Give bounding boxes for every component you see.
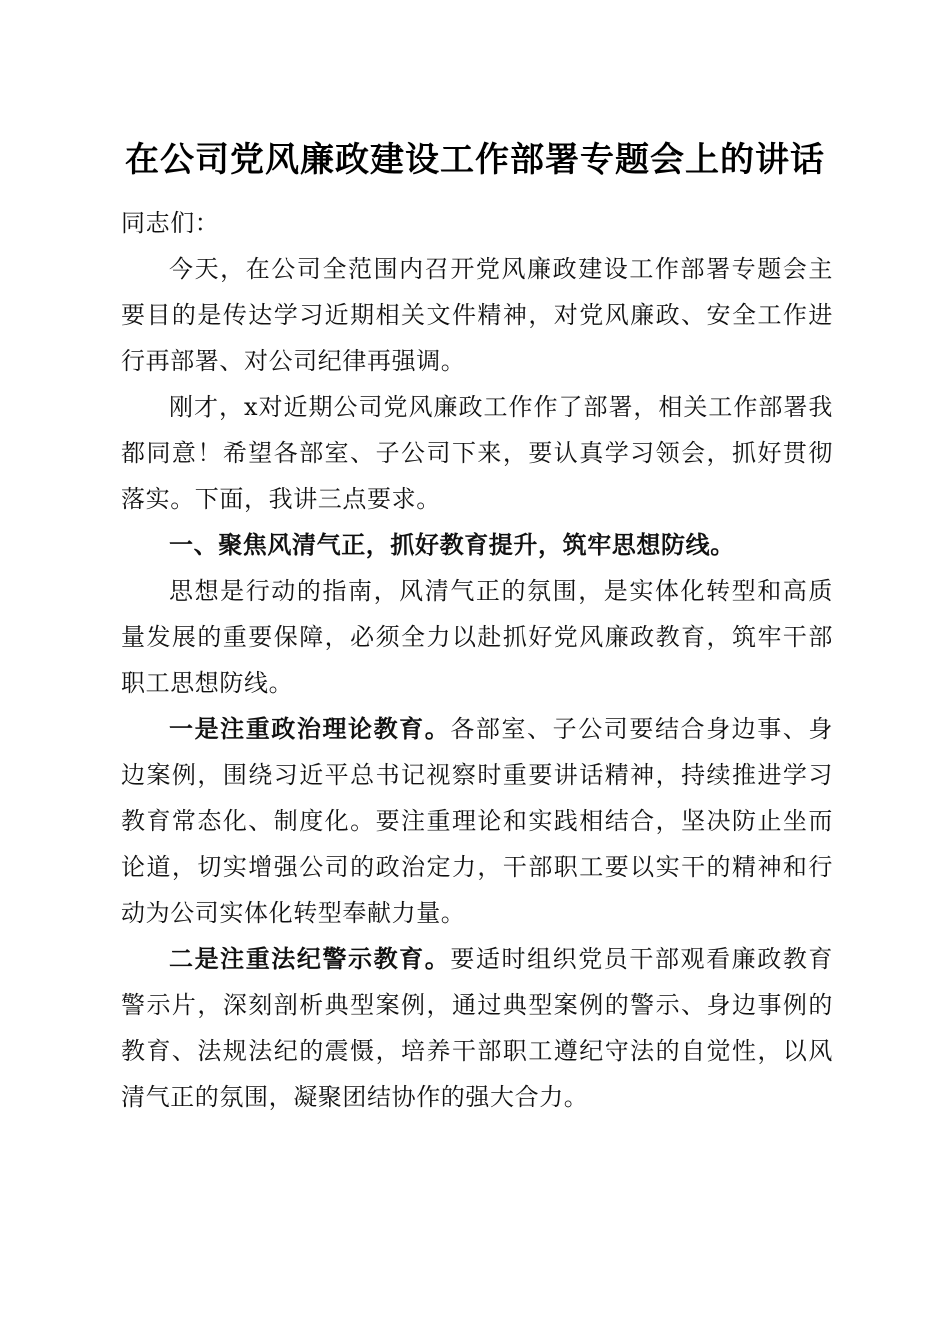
document-body xyxy=(121,200,833,1120)
section-heading-1: 一、聚焦风清气正，抓好教育提升，筑牢思想防线。 xyxy=(169,531,735,559)
item-1-lead: 一是注重政治理论教育。 xyxy=(169,714,451,743)
paragraph-opening: 今天，在公司全范围内召开党风廉政建设工作部署专题会主要目的是传达学习近期相关文件精神，对党风廉政、安全工作进行再部署、对公司纪律再强调。 xyxy=(121,255,833,375)
section-1-item-2 xyxy=(121,936,833,1120)
salutation: 同志们： xyxy=(121,209,220,237)
document-title: 在公司党风廉政建设工作部署专题会上的讲话 xyxy=(125,140,825,180)
item-2-lead: 二是注重法纪警示教育。 xyxy=(169,944,451,973)
item-2-text: 要适时组织党员干部观看廉政教育警示片，深刻剖析典型案例，通过典型案例的警示、身边事例的教育、法规法纪的震慑，培养干部职工遵纪守法的自觉性，以风清气正的氛围，凝聚团结协作的强大合力。 xyxy=(121,945,834,1111)
section-1-item-1 xyxy=(121,706,833,936)
item-1-text: 各部室、子公司要结合身边事、身边案例，围绕习近平总书记视察时重要讲话精神，持续推进学习教育常态化、制度化。要注重理论和实践相结合，坚决防止坐而论道，切实增强公司的政治定力，干部职工要以实干的精神和行动为公司实体化转型奉献力量。 xyxy=(121,715,834,927)
section-1-intro: 思想是行动的指南，风清气正的氛围，是实体化转型和高质量发展的重要保障，必须全力以赴抓好党风廉政教育，筑牢干部职工思想防线。 xyxy=(121,577,833,697)
paragraph-requirements-intro: 刚才，x对近期公司党风廉政工作作了部署，相关工作部署我都同意！希望各部室、子公司下来，要认真学习领会，抓好贯彻落实。下面，我讲三点要求。 xyxy=(121,393,833,513)
